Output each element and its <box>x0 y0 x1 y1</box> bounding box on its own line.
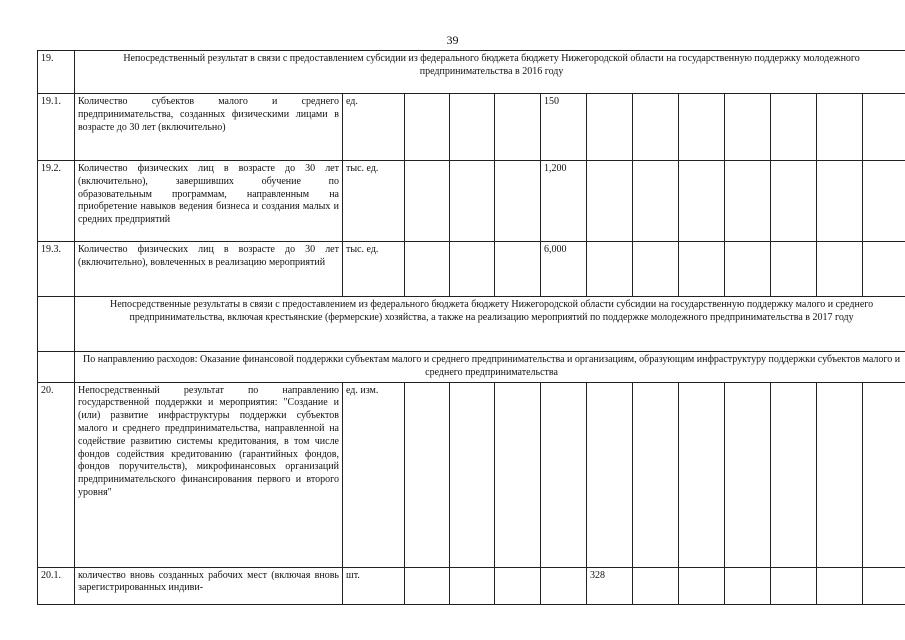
empty-cell <box>863 567 905 604</box>
unit-cell: ед. <box>343 94 405 161</box>
section-heading: Непосредственные результаты в связи с предоставлением из федерального бюджета бюджету Нижегородской области субсидии на государственную поддержку малого и среднего предпринимательства, включая крестьянские (фермерские) хозяйства, а также на реализацию мероприятий по поддержке молодежного предпринимательства в 2017 году <box>75 297 905 352</box>
row-number: 19.1. <box>38 94 75 161</box>
indicator-description: Количество физических лиц в возрасте до 30 лет (включительно), вовлеченных в реализацию мероприятий <box>75 242 343 297</box>
empty-cell <box>863 242 905 297</box>
empty-cell <box>450 161 495 242</box>
direction-heading: По направлению расходов: Оказание финансовой поддержки субъектам малого и среднего предпринимательства и организациям, образующим инфраструктуру поддержки субъектов малого и среднего предпринимательства <box>75 352 905 383</box>
empty-cell <box>771 382 817 567</box>
empty-cell <box>817 382 863 567</box>
table-row <box>38 382 905 567</box>
indicator-description-text: количество вновь созданных рабочих мест (включая вновь зарегистрированных индиви- <box>78 569 339 594</box>
row-number: 19. <box>38 51 75 94</box>
empty-cell <box>587 161 633 242</box>
row-number: 19.3. <box>38 242 75 297</box>
empty-cell <box>679 567 725 604</box>
empty-cell <box>725 382 771 567</box>
value-cell: 328 <box>587 567 633 604</box>
table-row <box>38 94 905 161</box>
empty-cell <box>405 242 450 297</box>
empty-cell <box>633 382 679 567</box>
table-row <box>38 242 905 297</box>
row-number: 20.1. <box>38 567 75 604</box>
table-row <box>38 51 905 94</box>
table-row <box>38 161 905 242</box>
empty-cell <box>771 242 817 297</box>
empty-cell <box>817 94 863 161</box>
unit-cell: шт. <box>343 567 405 604</box>
empty-cell <box>38 352 75 383</box>
unit-cell: ед. изм. <box>343 382 405 567</box>
value-cell: 150 <box>541 94 587 161</box>
indicator-description: Количество субъектов малого и среднего предпринимательства, созданных физическими лицами в возрасте до 30 лет (включительно) <box>75 94 343 161</box>
table-row <box>38 567 905 604</box>
empty-cell <box>679 382 725 567</box>
empty-cell <box>633 94 679 161</box>
indicator-description: Количество физических лиц в возрасте до 30 лет (включительно), завершивших обучение по образовательным программам, направленным на приобретение навыков ведения бизнеса и создания малых и средних предприятий <box>75 161 343 242</box>
value-cell: 6,000 <box>541 242 587 297</box>
unit-cell: тыс. ед. <box>343 161 405 242</box>
empty-cell <box>587 382 633 567</box>
page-number: 39 <box>446 33 459 47</box>
empty-cell <box>450 567 495 604</box>
empty-cell <box>541 382 587 567</box>
empty-cell <box>495 567 541 604</box>
empty-cell <box>587 242 633 297</box>
table-row <box>38 352 905 383</box>
empty-cell <box>725 161 771 242</box>
indicators-table <box>37 50 905 605</box>
empty-cell <box>587 94 633 161</box>
indicator-description <box>75 567 343 604</box>
empty-cell <box>495 242 541 297</box>
empty-cell <box>817 242 863 297</box>
empty-cell <box>405 94 450 161</box>
empty-cell <box>817 567 863 604</box>
empty-cell <box>38 297 75 352</box>
empty-cell <box>863 382 905 567</box>
empty-cell <box>771 567 817 604</box>
empty-cell <box>405 567 450 604</box>
empty-cell <box>679 94 725 161</box>
empty-cell <box>817 161 863 242</box>
empty-cell <box>679 242 725 297</box>
empty-cell <box>450 242 495 297</box>
empty-cell <box>633 567 679 604</box>
empty-cell <box>863 161 905 242</box>
empty-cell <box>450 382 495 567</box>
empty-cell <box>633 242 679 297</box>
row-number: 19.2. <box>38 161 75 242</box>
unit-cell: тыс. ед. <box>343 242 405 297</box>
empty-cell <box>863 94 905 161</box>
indicator-description: Непосредственный результат по направлению государственной поддержки и мероприятия: "Создание и (или) развитие инфраструктуры поддержки субъектов малого и среднего предпринимательства, направленной на содействие развитию системы кредитования, в том числе фондов содействия кредитованию (гарантийных фондов, фондов поручительств), микрофинансовых организаций предпринимательского финансирования первого и второго уровня" <box>75 382 343 567</box>
empty-cell <box>495 161 541 242</box>
empty-cell <box>725 567 771 604</box>
empty-cell <box>633 161 679 242</box>
empty-cell <box>725 94 771 161</box>
empty-cell <box>405 382 450 567</box>
empty-cell <box>495 94 541 161</box>
value-cell: 1,200 <box>541 161 587 242</box>
table-row <box>38 297 905 352</box>
empty-cell <box>771 94 817 161</box>
empty-cell <box>679 161 725 242</box>
empty-cell <box>450 94 495 161</box>
row-number: 20. <box>38 382 75 567</box>
empty-cell <box>771 161 817 242</box>
section-heading: Непосредственный результат в связи с предоставлением субсидии из федерального бюджета бюджету Нижегородской области на государственную поддержку молодежного предпринимательства в 2016 году <box>75 51 905 94</box>
empty-cell <box>541 567 587 604</box>
empty-cell <box>495 382 541 567</box>
empty-cell <box>405 161 450 242</box>
empty-cell <box>725 242 771 297</box>
